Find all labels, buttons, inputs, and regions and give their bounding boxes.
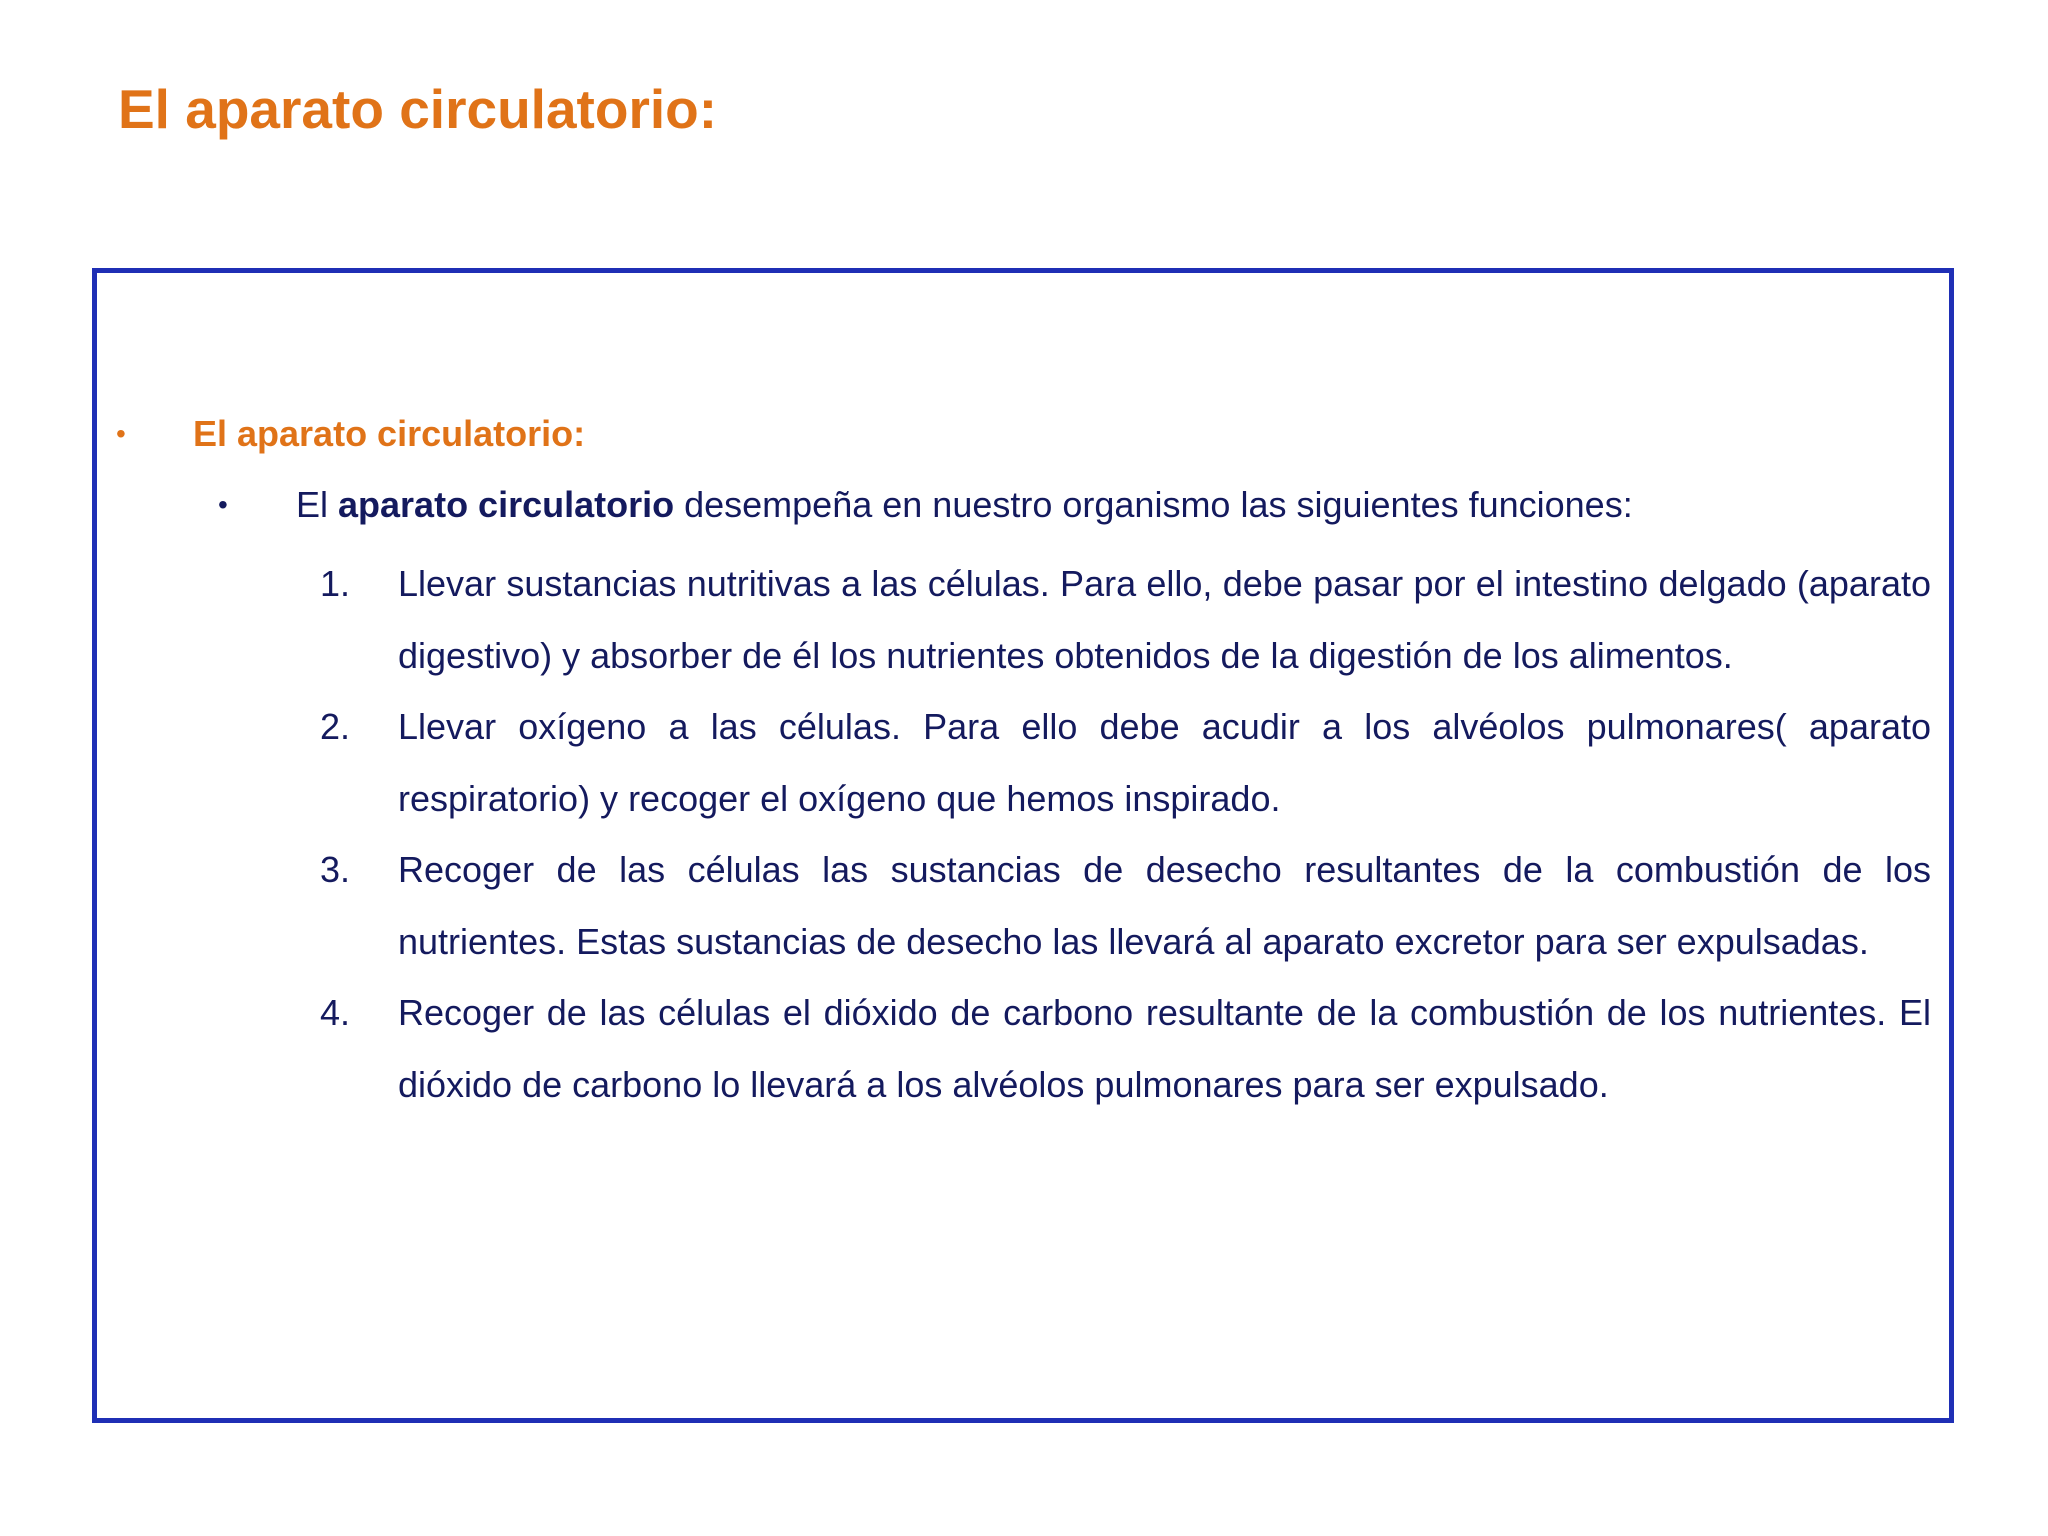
function-item <box>320 548 1931 691</box>
function-number: 4. <box>320 992 351 1033</box>
bullet-level1 <box>0 410 2048 460</box>
bullet-dot-icon: • <box>116 418 126 449</box>
bullet-level1-text: El aparato circulatorio: <box>193 413 586 454</box>
slide-title: El aparato circulatorio: <box>118 78 718 140</box>
bullet-dot-icon: • <box>218 489 228 520</box>
bullet-level2-bold: aparato circulatorio <box>338 484 675 525</box>
function-text: Recoger de las células el dióxido de carbono resultante de la combustión de los nutrientes. El dióxido de carbono lo llevará a los alvéolos pulmonares para ser expulsado. <box>398 992 1931 1105</box>
function-text: Llevar oxígeno a las células. Para ello debe acudir a los alvéolos pulmonares( aparato respiratorio) y recoger el oxígeno que hemos inspirado. <box>398 706 1931 819</box>
function-number: 1. <box>320 563 351 604</box>
bullet-level2 <box>0 481 2048 531</box>
function-item <box>320 977 1931 1120</box>
bullet-level2-prefix: El <box>296 484 339 525</box>
function-number: 2. <box>320 706 351 747</box>
function-text: Recoger de las células las sustancias de desecho resultantes de la combustión de los nutrientes. Estas sustancias de desecho las llevará al aparato excretor para ser expulsadas. <box>398 849 1931 962</box>
functions-list <box>320 548 1931 1120</box>
function-text: Llevar sustancias nutritivas a las células. Para ello, debe pasar por el intestino delgado (aparato digestivo) y absorber de él los nutrientes obtenidos de la digestión de los alimentos. <box>398 563 1931 676</box>
bullet-level2-text <box>296 481 1633 529</box>
function-item <box>320 834 1931 977</box>
function-number: 3. <box>320 849 351 890</box>
function-item <box>320 691 1931 834</box>
bullet-level2-suffix: desempeña en nuestro organismo las siguientes funciones: <box>674 484 1633 525</box>
